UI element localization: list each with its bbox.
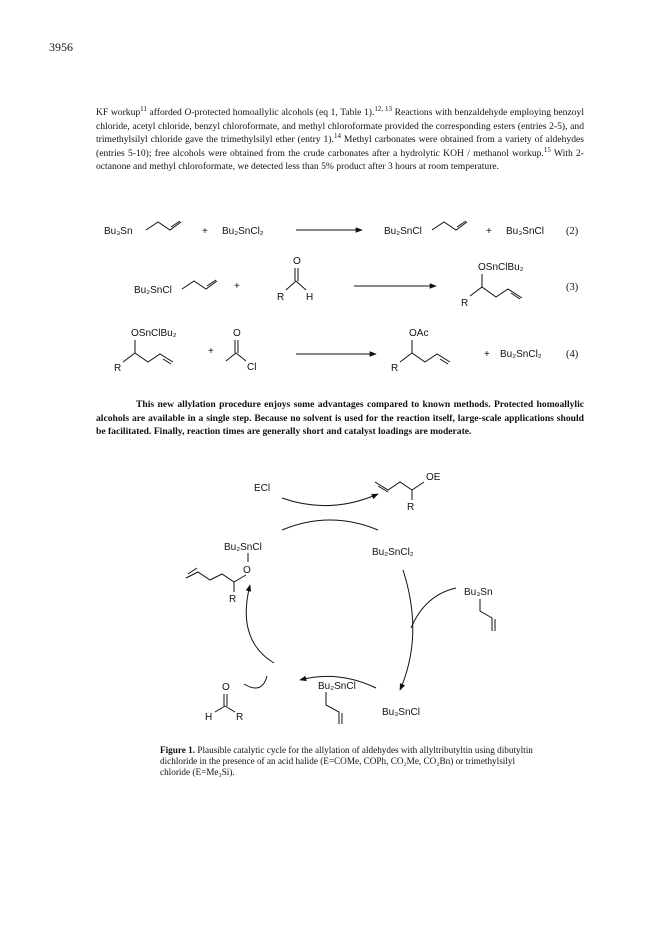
catalytic-cycle [186, 472, 495, 724]
cycle-aldehyde-h-bond [215, 706, 225, 712]
cycle-reagent-chain [480, 599, 492, 631]
page-number: 3956 [49, 40, 73, 54]
cycle-arrow-top-1 [282, 494, 378, 506]
cycle-alkoxide-r: R [229, 594, 237, 605]
cycle-product-oe: OE [426, 472, 441, 483]
cycle-aldehyde-o: O [222, 682, 230, 693]
eq3-aldehyde-h: H [306, 292, 314, 303]
eq3-reactant-1: Bu₂SnCl [134, 285, 172, 296]
eq4-plus-2: + [484, 349, 490, 360]
cycle-aldehyde-h: H [205, 712, 213, 723]
cycle-alkoxide-o: O [243, 565, 251, 576]
cycle-ecl: ECl [254, 483, 271, 494]
eq3-aldehyde-o: O [293, 256, 301, 267]
p1-text-2: afforded [146, 107, 185, 118]
eq2-number: (2) [566, 226, 579, 237]
eq3-double-bond [207, 280, 216, 286]
eq2-reactant-2: Bu₂SnCl₂ [222, 226, 264, 237]
eq2-allyl-chain [146, 222, 181, 230]
cycle-byproduct: Bu₃SnCl [382, 707, 420, 718]
eq4-acyl-o: O [233, 328, 241, 339]
cycle-product-o-bond [412, 482, 424, 490]
eq4-reactant-group: OSnClBu₂ [131, 328, 177, 339]
equation-2 [104, 221, 579, 237]
eq2-product-double-bond [457, 221, 466, 227]
equation-4 [114, 328, 579, 374]
caption-label: Figure 1. [160, 745, 196, 755]
cycle-allyl-sn: Bu₂SnCl [318, 681, 356, 692]
eq2-double-bond [171, 221, 180, 227]
cycle-aldehyde-r: R [236, 712, 244, 723]
paragraph-1 [96, 106, 584, 174]
eq3-aldehyde-r: R [277, 292, 285, 303]
paragraph-2: This new allylation procedure enjoys some advantages compared to known methods. Protected homoallylic alcohols are available in a single step. Because no solvent is used for the reaction itself, large-scale applications should be facilitated. Finally, reaction times are generally short and catalyst loadings are moderate. [96, 399, 584, 438]
eq4-reactant-r: R [114, 363, 122, 374]
cycle-alkoxide-sn: Bu₂SnCl [224, 542, 262, 553]
cycle-arrow-bottom [300, 676, 376, 688]
eq3-product-r: R [461, 298, 469, 309]
eq4-plus-1: + [208, 346, 214, 357]
cycle-alkoxide-chain [186, 572, 234, 582]
p1-text-4: Reactions with benzaldehyde employing benzoyl chloride, acetyl chloride, benzyl chloroformate, and methyl chloroformate provided the corresponding esters (entries 2-5), and trimethylsilyl chloride gave the trimethylsilyl ether (entry 1). [96, 107, 584, 146]
cycle-product-double-bond [378, 486, 388, 492]
eq3-allyl-chain [182, 281, 217, 289]
eq2-plus-2: + [486, 226, 492, 237]
eq4-acyl-cl: Cl [247, 362, 257, 373]
eq2-product-chain [432, 222, 467, 230]
caption-text: Plausible catalytic cycle for the allylation of aldehydes with allyltributyltin using dibutyltin dichloride in the presence of an acid halide (E=COMe, COPh, CO₂Me, CO₂Bn) or trimethylsilyl chloride (E=Me₃Si). [160, 745, 533, 777]
cycle-arrow-left-branch [244, 676, 267, 688]
eq4-cl-bond [236, 353, 246, 361]
figure-caption [160, 745, 540, 778]
cycle-arrow-left [246, 585, 274, 663]
ref-15: 15 [543, 145, 551, 154]
cycle-o-c-bond [234, 575, 246, 582]
cycle-arrow-right-branch [411, 588, 456, 628]
ref-12-13: 12, 13 [374, 105, 393, 113]
eq3-product-double-bond [511, 293, 520, 299]
p1-text-1: KF workup [96, 107, 141, 118]
ref-11: 11 [140, 105, 147, 113]
eq3-r-bond [286, 281, 296, 290]
cycle-product-r: R [407, 502, 415, 513]
cycle-arrow-top-2 [282, 520, 378, 530]
cycle-product-chain-1 [375, 482, 412, 490]
p1-o-italic: O [184, 107, 192, 118]
eq4-product-chain [400, 353, 450, 362]
eq4-number: (4) [566, 349, 579, 360]
eq2-product-2: Bu₃SnCl [506, 226, 544, 237]
eq3-number: (3) [566, 282, 579, 293]
eq3-product-chain [470, 287, 522, 298]
eq4-byproduct: Bu₂SnCl₂ [500, 349, 542, 360]
eq3-h-bond [296, 281, 306, 290]
cycle-arrow-right [400, 570, 413, 690]
p1-text-5: Methyl carbonates were obtained from a variety of aldehydes (entries 5-10); free alcohols were obtained from the crude carbonates after a hydrolytic KOH / methanol workup. [96, 134, 584, 159]
cycle-catalyst: Bu₂SnCl₂ [372, 547, 414, 558]
cycle-aldehyde-r-bond [225, 706, 235, 712]
eq4-product-group: OAc [409, 328, 429, 339]
eq2-plus-1: + [202, 226, 208, 237]
cycle-alkoxide-double-bond [188, 568, 197, 574]
cycle-allyl-chain [326, 692, 339, 724]
eq3-product-group: OSnClBu₂ [478, 262, 524, 273]
p1-text-6: With 2-octanone and methyl chloroformate, we detected less than 5% product after 3 hours at room temperature. [96, 147, 584, 173]
eq4-product-r: R [391, 363, 399, 374]
eq2-product-1: Bu₂SnCl [384, 226, 422, 237]
eq4-reactant-chain [123, 353, 173, 362]
eq4-methyl-bond [226, 353, 236, 361]
eq2-reactant-1: Bu₃Sn [104, 226, 133, 237]
eq3-plus: + [234, 281, 240, 292]
eq4-product-double-bond [440, 359, 448, 364]
p1-text-3: -protected homoallylic alcohols (eq 1, Table 1). [191, 107, 375, 118]
ref-14: 14 [333, 132, 341, 141]
cycle-allyl-reagent: Bu₃Sn [464, 587, 493, 598]
equation-3 [134, 256, 579, 309]
eq4-reactant-double-bond [163, 359, 171, 364]
